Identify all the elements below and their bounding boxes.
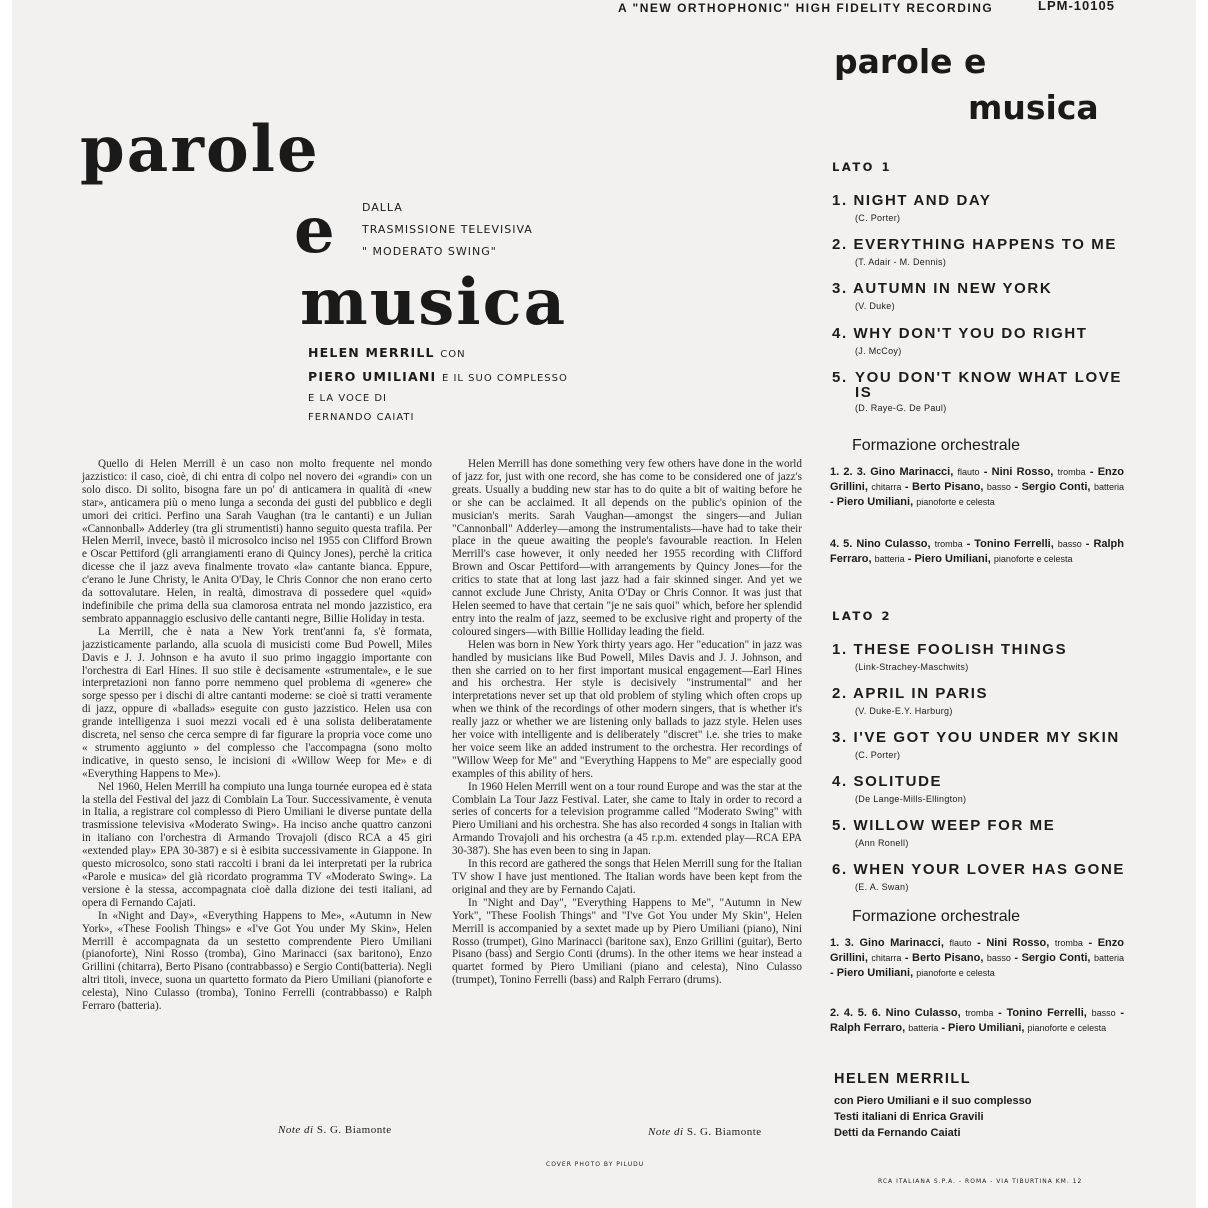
formation-group [830, 936, 1124, 981]
track-item: 5. WILLOW WEEP FOR ME (Ann Ronell) [832, 818, 1132, 848]
english-paragraph: Helen was born in New York thirty years ago. Her "education" in jazz was handled by musicians like Bud Powell, Miles Davis and J. J. Johnson, and then she carried on to her first important musical engagement—Earl Hines and his orchestra. Her style is decisively "instrumental" and her interpretations never set up that old problem of styling which often crops up when we think of the recordings of other modern singers, that is whether it's really jazz or whether we are listening only ballads to jazz style. Helen uses her voice with intelligente and is deliberately "discret" i.e. she tries to make her voice seem like an added instrument to the orchestra. Her recordings of "Willow Weep for Me" and "Everything Happens to Me" are especially good examples of this ability of hers. [452, 638, 802, 780]
musician-name: 1. 3. Gino Marinacci, [830, 937, 950, 949]
english-paragraph: Helen Merrill has done something very few others have done in the world of jazz for, just with one record, she has come to be considered one of jazz's greats. Usually a budding new star has to do quite a bit of waiting before he or she can be acclaimed. It all depends on the public's opinion of the musician's merits. Sarah Vaughan—amongst the singers—and Julian "Cannonball" Adderley—among the instrumentalists—have had to take their place in the queue awaiting the people's favourable reaction. In Helen Merrill's case however, it only needed her 1955 recording with Clifford Brown and Oscar Pettiford—with arrangements by Quincy Jones—for the critics to state that at long last jazz had a fair skinned singer. And yet we cannot exclude June Christy, Anita O'Day or Chris Connor. It was just that Helen seemed to have that certain "je ne sais quoi" which, before her splendid entry into the realm of jazz, seemed to be exclusive right and property of the coloured singers—with Billie Holliday leading the field. [452, 458, 802, 638]
musician-name: - Sergio Conti, [1010, 952, 1094, 964]
artist-details [834, 1093, 1031, 1141]
formation-group [830, 1006, 1124, 1036]
instrument-label: batteria [874, 554, 905, 564]
track-item: 5. YOU DON'T KNOW WHAT LOVE IS (D. Raye-G. De Paul) [832, 369, 1122, 413]
credit-piero: PIERO UMILIANI [308, 369, 437, 384]
formation-heading-1: Formazione orchestrale [852, 437, 1021, 454]
track-title: AUTUMN IN NEW YORK [852, 280, 1053, 297]
musician-name: - Nini Rosso, [971, 937, 1055, 949]
instrument-label: batteria [1093, 482, 1124, 492]
track-item: 4. SOLITUDE (De Lange-Mills-Ellington) [832, 774, 1132, 804]
track-composer: (E. A. Swan) [855, 882, 909, 892]
instrument-label: tromba [934, 539, 963, 549]
musician-name: - Piero Umiliani, [938, 1022, 1028, 1034]
musician-name: 1. 2. 3. Gino Marinacci, [830, 466, 958, 478]
note-author: S. G. Biamonte [316, 1124, 392, 1136]
left-title-e: e [294, 193, 335, 268]
track-title: SOLITUDE [853, 773, 943, 790]
musician-name: - Nini Rosso, [979, 466, 1058, 478]
right-title-line-1: parole e [834, 42, 987, 81]
recording-header: A "NEW ORTHOPHONIC" HIGH FIDELITY RECORDING [618, 1, 994, 15]
instrument-label: batteria [1093, 953, 1124, 963]
publisher-line: RCA ITALIANA S.P.A. - ROMA - VIA TIBURTINA KM. 12 [878, 1178, 1083, 1185]
italian-notes-author [278, 1124, 392, 1136]
track-composer: (Link-Strachey-Maschwits) [855, 662, 969, 672]
musician-name: - Enzo Grillini, [830, 937, 1124, 964]
track-title: I'VE GOT YOU UNDER MY SKIN [853, 729, 1120, 746]
italian-paragraph: La Merrill, che è nata a New York trent'anni fa, s'è formata, jazzisticamente parlando, alla scuola di musicisti come Bud Powell, Miles Davis e J. J. Johnson e ha avuto il suo primo ingaggio importante con l'orchestra di Earl Hines. Il suo stile è decisamente «strumentale», e le sue interpretazioni non fanno porre nemmeno quel problema di «genere» che sorge spesso per i dischi di altre cantanti moderne: se cioè si tratti veramente di jazz, oppure di «ballads» eseguite con gusto jazzistico. Helen usa con grande intelligenza i suoi mezzi vocali ed è una solista deliberatamente discreta, nel senso che cerca sempre di far figurare la propria voce come uno « strumento aggiunto » del complesso che l'accompagna (sono molto indicative, in questo senso, le incisioni di «Willow Weep for Me» e di «Everything Happens to Me»). [82, 625, 432, 780]
instrument-label: chitarra [871, 482, 902, 492]
track-item: 4. WHY DON'T YOU DO RIGHT (J. McCoy) [832, 326, 1132, 356]
musician-name: - Ralph Ferraro, [830, 1007, 1124, 1034]
instrument-label: tromba [1054, 938, 1083, 948]
left-title-musica: musica [300, 265, 568, 340]
track-composer: (C. Porter) [855, 750, 901, 760]
source-info [362, 197, 533, 263]
source-line-2: TRASMISSIONE TELEVISIVA [362, 223, 533, 236]
track-title: NIGHT AND DAY [853, 192, 992, 209]
musician-name: - Piero Umiliani, [830, 496, 917, 508]
left-title-parole: parole [80, 112, 320, 187]
side-1-label: LATO 1 [832, 160, 892, 174]
catalog-number: LPM-10105 [1038, 0, 1115, 13]
musician-name: - Berto Pisano, [901, 481, 987, 493]
track-composer: (Ann Ronell) [855, 838, 909, 848]
musician-name: - Ralph Ferraro, [830, 538, 1125, 565]
instrument-label: flauto [949, 938, 972, 948]
musician-name: - Sergio Conti, [1010, 481, 1094, 493]
note-author: S. G. Biamonte [686, 1126, 762, 1138]
track-composer: (V. Duke-E.Y. Harburg) [855, 706, 953, 716]
artist-detail-line: Testi italiani di Enrica Gravili [834, 1111, 984, 1123]
italian-liner-notes [82, 458, 432, 1013]
formation-group [830, 465, 1124, 510]
credit-voce: E LA VOCE DI [308, 393, 387, 404]
track-composer: (D. Raye-G. De Paul) [855, 403, 947, 413]
instrument-label: tromba [965, 1008, 994, 1018]
instrument-label: tromba [1057, 467, 1086, 477]
track-item: 6. WHEN YOUR LOVER HAS GONE (E. A. Swan) [832, 862, 1132, 892]
musician-name: 2. 4. 5. 6. Nino Culasso, [830, 1007, 966, 1019]
note-prefix: Note di [648, 1126, 684, 1138]
source-line-3: " MODERATO SWING" [362, 245, 497, 258]
instrument-label: pianoforte e celesta [1027, 1023, 1107, 1033]
track-composer: (V. Duke) [855, 301, 895, 311]
track-title: APRIL IN PARIS [852, 685, 989, 702]
instrument-label: pianoforte e celesta [993, 554, 1073, 564]
english-paragraph: In "Night and Day", "Everything Happens to Me", "Autumn in New York", "These Foolish Things" and "I've Got You under My Skin", Helen Merrill is accompanied by a sextet made up by Piero Umiliani (piano), Nini Rosso (trumpet), Gino Marinacci (baritone sax), Enzo Grillini (guitar), Berto Pisano (bass) and Sergio Conti (drums). In the other items we hear instead a quartet formed by Piero Umiliani (piano and celesta), Nino Culasso (trumpet), Tonino Ferrelli (bass) and Ralph Ferraro (drums). [452, 896, 802, 987]
formation-group [830, 537, 1124, 567]
formation-heading-2: Formazione orchestrale [852, 908, 1021, 925]
cover-photo-credit: COVER PHOTO BY PILUDU [546, 1161, 645, 1168]
track-item: 1. NIGHT AND DAY (C. Porter) [832, 193, 1132, 223]
english-notes-author [648, 1126, 762, 1138]
track-title: WILLOW WEEP FOR ME [853, 817, 1056, 834]
track-composer: (C. Porter) [855, 213, 901, 223]
track-item: 2. APRIL IN PARIS (V. Duke-E.Y. Harburg) [832, 686, 1132, 716]
musician-name: - Piero Umiliani, [830, 967, 917, 979]
italian-paragraph: In «Night and Day», «Everything Happens to Me», «Autumn in New York», «These Foolish Things» e «I've Got You under My Skin», Helen Merrill è accompagnata da un sestetto comprendente Piero Umiliani (pianoforte), Nini Rosso (tromba), Gino Marinacci (sax baritono), Enzo Grillini (chitarra), Berto Pisano (contrabbasso) e Sergio Conti(batteria). Negli altri titoli, invece, suona un quartetto formato da Piero Umiliani (pianoforte e celesta), Nino Culasso (tromba), Tonino Ferrelli (contrabbasso) e Ralph Ferraro (batteria). [82, 909, 432, 1013]
instrument-label: basso [1091, 1008, 1116, 1018]
credit-fernando: FERNANDO CAIATI [308, 412, 415, 423]
track-item: 3. AUTUMN IN NEW YORK (V. Duke) [832, 281, 1132, 311]
track-title: WHEN YOUR LOVER HAS GONE [853, 861, 1125, 878]
track-title: YOU DON'T KNOW WHAT LOVE IS [855, 369, 1122, 401]
instrument-label: basso [1057, 539, 1082, 549]
note-prefix: Note di [278, 1124, 314, 1136]
instrument-label: batteria [908, 1023, 939, 1033]
musician-name: - Piero Umiliani, [904, 553, 994, 565]
right-title-line-2: musica [968, 88, 1099, 127]
italian-paragraph: Nel 1960, Helen Merrill ha compiuto una lunga tournée europea ed è stata la stella del Festival del jazz di Comblain La Tour. Successivamente, è venuta in Italia, a registrare col complesso di Piero Umiliani le diverse puntate della trasmissione televisiva «Moderato Swing». Ha inciso anche quattro canzoni in italiano con l'orchestra di Armando Trovajoli (disco RCA a 45 giri «extended play» EPA 30-387) e si è esibita successivamente in Giappone. In questo microsolco, sono stati raccolti i brani da lei interpretati per la rubrica «Parole e musica» del già ricordato programma TV «Moderato Swing». La versione è la stessa, accompagnata cioè dalla dizione dei testi italiani, ad opera di Fernando Cajati. [82, 780, 432, 909]
instrument-label: flauto [957, 467, 980, 477]
credit-complesso: E IL SUO COMPLESSO [441, 373, 568, 384]
track-title: WHY DON'T YOU DO RIGHT [853, 325, 1088, 342]
instrument-label: basso [986, 953, 1011, 963]
artist-detail-line: con Piero Umiliani e il suo complesso [834, 1095, 1032, 1107]
track-title: EVERYTHING HAPPENS TO ME [853, 236, 1117, 253]
track-composer: (T. Adair - M. Dennis) [855, 257, 947, 267]
track-composer: (De Lange-Mills-Ellington) [855, 794, 967, 804]
english-liner-notes [452, 458, 802, 987]
instrument-label: chitarra [871, 953, 902, 963]
performer-credits [308, 342, 568, 428]
english-paragraph: In 1960 Helen Merrill went on a tour round Europe and was the star at the Comblain La Tour Jazz Festival. Later, she came to Italy in order to record a series of concerts for a television programme called "Moderato Swing" with Piero Umiliani and his orchestra. She has also recorded 4 songs in Italian with Armando Trovajoli and his orchestra (a 45 r.p.m. extended play—RCA EPA 30-387). She has even been to sing in Japan. [452, 780, 802, 858]
credit-helen: HELEN MERRILL [308, 345, 435, 360]
side-2-label: LATO 2 [832, 609, 892, 623]
instrument-label: basso [986, 482, 1011, 492]
italian-paragraph: Quello di Helen Merrill è un caso non molto frequente nel mondo jazzistico: il caso, cioè, di chi entra di colpo nel novero dei «grandi» con un solo disco. Di solito, bisogna fare un po' di anticamera in qualità di «new star», anticamera più o meno lunga a seconda dei gusti del pubblico e degli umori dei critici. Perfino una Sarah Vaughan (tra le cantanti) e un Julian «Cannonball» Adderley (tra gli strumentisti) hanno seguito questa trafila. Per Helen Merril, invece, bastò il microsolco inciso nel 1955 con Clifford Brown e Oscar Pettiford (gli arrangiamenti erano di Quincy Jones), perchè la critica dicesse che il jazz aveva finalmente trovato «la» cantante bianca. Eppure, c'erano le June Christy, le Anita O'Day, le Chris Connor che non erano certo da sottovalutare. Helen, in realtà, dimostrava di possedere quel «quid» indefinibile che prima della sua clamorosa entrata nel mondo jazzistico, era sembrato appannaggio esclusivo delle cantanti negre, Billie Holiday in testa. [82, 458, 432, 625]
musician-name: 4. 5. Nino Culasso, [830, 538, 935, 550]
instrument-label: pianoforte e celesta [916, 968, 995, 978]
source-line-1: DALLA [362, 201, 403, 214]
track-composer: (J. McCoy) [855, 346, 902, 356]
track-item: 2. EVERYTHING HAPPENS TO ME (T. Adair - M. Dennis) [832, 237, 1132, 267]
track-item: 3. I'VE GOT YOU UNDER MY SKIN (C. Porter) [832, 730, 1132, 760]
musician-name: - Berto Pisano, [901, 952, 987, 964]
artist-name: HELEN MERRILL [834, 1071, 972, 1087]
artist-detail-line: Detti da Fernando Caiati [834, 1127, 961, 1139]
musician-name: - Tonino Ferrelli, [993, 1007, 1092, 1019]
track-item: 1. THESE FOOLISH THINGS (Link-Strachey-Maschwits) [832, 642, 1132, 672]
track-title: THESE FOOLISH THINGS [853, 641, 1068, 658]
credit-con: CON [440, 349, 466, 360]
musician-name: - Tonino Ferrelli, [962, 538, 1058, 550]
instrument-label: pianoforte e celesta [916, 497, 995, 507]
english-paragraph: In this record are gathered the songs that Helen Merrill sung for the Italian TV show I have just mentioned. The Italian words have been kept from the original and they are by Fernando Cajati. [452, 858, 802, 896]
musician-name: - Enzo Grillini, [830, 466, 1124, 493]
album-back-cover [12, 0, 1196, 1208]
